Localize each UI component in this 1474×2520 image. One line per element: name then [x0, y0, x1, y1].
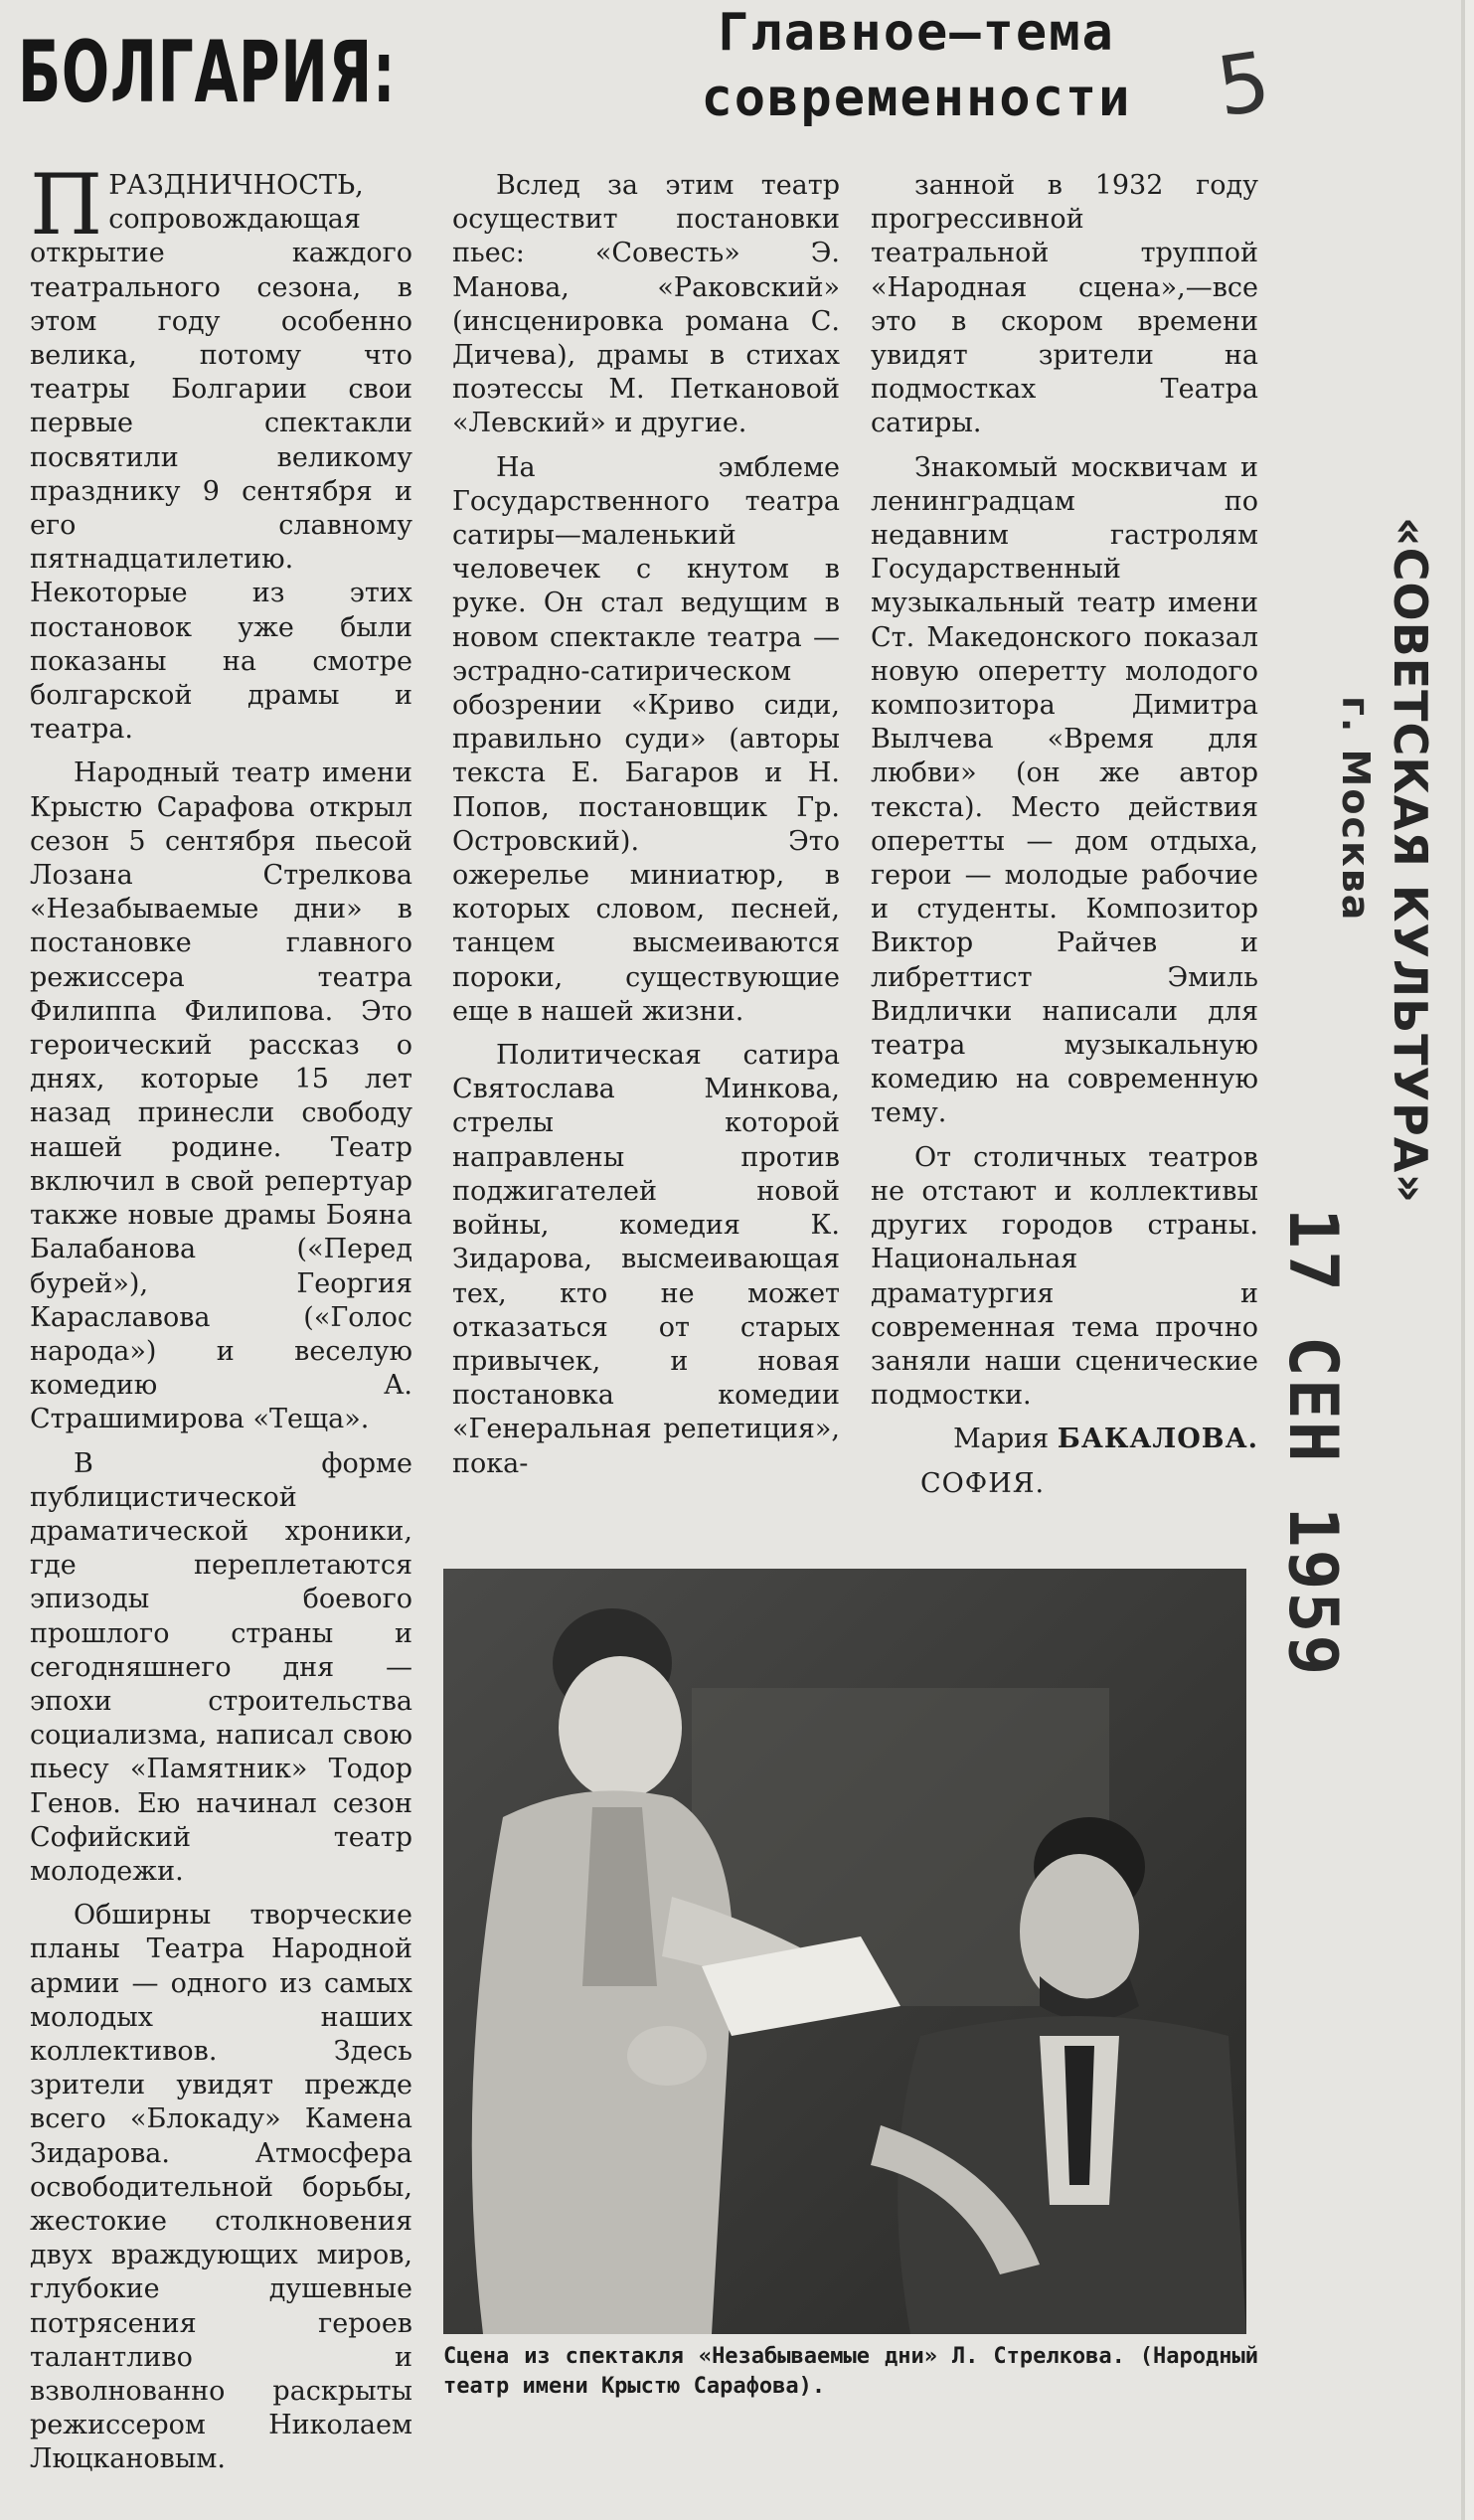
paragraph: Обширны творческие планы Театра Народной армии — одного из самых молодых наших коллективов. Здесь зрители увидят прежде всего «Блокаду» Камена Зидарова. Атмосфера освободительной борьбы, жестокие столкновения двух враждующих миров, глубокие душевные потрясения героев талантливо и взволнованно раскрыты режиссером Николаем Люцкановым. — [30, 1900, 412, 2475]
article-column-1 — [30, 156, 412, 2487]
headline: БОЛГАРИЯ: — [18, 23, 397, 122]
paragraph: На эмблеме Государственного театра сатиры—маленький человечек с кнутом в руке. Он стал ведущим в новом спектакле театра — эстрадно-сатирическом обозрении «Криво сиди, правильно суди» (авторы текста Е. Багаров и Н. Попов, постановщик Гр. Островский). Это ожерелье миниатюр, в которых словом, песней, танцем высмеиваются пороки, существующие еще в нашей жизни. — [452, 451, 840, 1027]
paragraph: Знакомый москвичам и ленинградцам по недавним гастролям Государственный музыкальный театр имени Ст. Македонского показал новую оперетту молодого композитора Димитра Вылчева «Время для любви» (он же автор текста). Место действия оперетты — дом отдыха, герои — молодые рабочие и студенты. Композитор Виктор Райчев и либреттист Эмиль Видлички написали для театра музыкальную комедию на современную тему. — [871, 451, 1258, 1129]
paragraph: Вслед за этим театр осуществит постановки пьес: «Совесть» Э. Манова, «Раковский» (инсценировка романа С. Дичева), драмы в стихах поэтессы М. Петкановой «Левский» и другие. — [452, 170, 840, 439]
date-stamp: 17 СЕН 1959 — [1273, 1208, 1352, 1678]
newspaper-city-stamp: г. Москва — [1334, 696, 1378, 923]
author-signature — [871, 1423, 1258, 1456]
handwritten-page-number: 5 — [1211, 34, 1276, 136]
scene-photo — [443, 1569, 1246, 2334]
subheadline — [628, 0, 1205, 131]
paragraph: В форме публицистической драматической хроники, где переплетаются эпизоды боевого прошлого страны и сегодняшнего дня — эпохи строительства социализма, написал свою пьесу «Памятник» Тодор Генов. Ею начинал сезон Софийский театр молодежи. — [30, 1447, 412, 1887]
drop-cap: П — [30, 156, 103, 253]
paragraph: Народный театр имени Крыстю Сарафова открыл сезон 5 сентября пьесой Лозана Стрелкова «Незабываемые дни» в постановке главного режиссера театра Филиппа Филипова. Это героический рассказ о днях, которые 15 лет назад принесли свободу нашей родине. Театр включил в свой репертуар также новые драмы Бояна Балабанова («Перед бурей»), Георгия Караславова («Голос народа») и веселую комедию А. Страшимирова «Теща». — [30, 757, 412, 1435]
author-last-name: БАКАЛОВА. — [1057, 1424, 1258, 1455]
article-column-2 — [452, 169, 840, 1491]
paragraph: занной в 1932 году прогрессивной театральной труппой «Народная сцена»,—все это в скором времени увидят зрители на подмостках Театра сатиры. — [871, 170, 1258, 439]
paragraph: От столичных театров не отстают и коллективы других городов страны. Национальная драматургия и современная тема прочно заняли наши сценические подмостки. — [871, 1141, 1258, 1412]
article-column-3 — [871, 169, 1258, 1511]
paragraph: Политическая сатира Святослава Минкова, стрелы которой направлены против поджигателей новой войны, комедия К. Зидарова, высмеивающая тех, кто не может отказаться от старых привычек, и новая постановка комедии «Генеральная репетиция», пока- — [452, 1040, 840, 1479]
subheadline-line-1: Главное—тема — [718, 3, 1115, 63]
author-first-name: Мария — [953, 1424, 1050, 1455]
paragraph: ПРАЗДНИЧНОСТЬ, сопровождающая открытие каждого театрального сезона, в этом году особенно велика, потому что театры Болгарии свои первые спектакли посвятили великому празднику 9 сентября и его славному пятнадцатилетию. Некоторые из этих постановок уже были показаны на смотре болгарской драмы и театра. — [30, 156, 412, 746]
dateline-city: СОФИЯ. — [920, 1467, 1046, 1499]
subheadline-line-2: современности — [701, 69, 1132, 128]
newspaper-name-stamp: «СОВЕТСКАЯ КУЛЬТУРА» — [1384, 517, 1437, 1205]
actor-left-face — [559, 1656, 682, 1799]
photo-caption: Сцена из спектакля «Незабываемые дни» Л. Стрелкова. (Народный театр имени Крыстю Сарафова). — [443, 2344, 1258, 2399]
